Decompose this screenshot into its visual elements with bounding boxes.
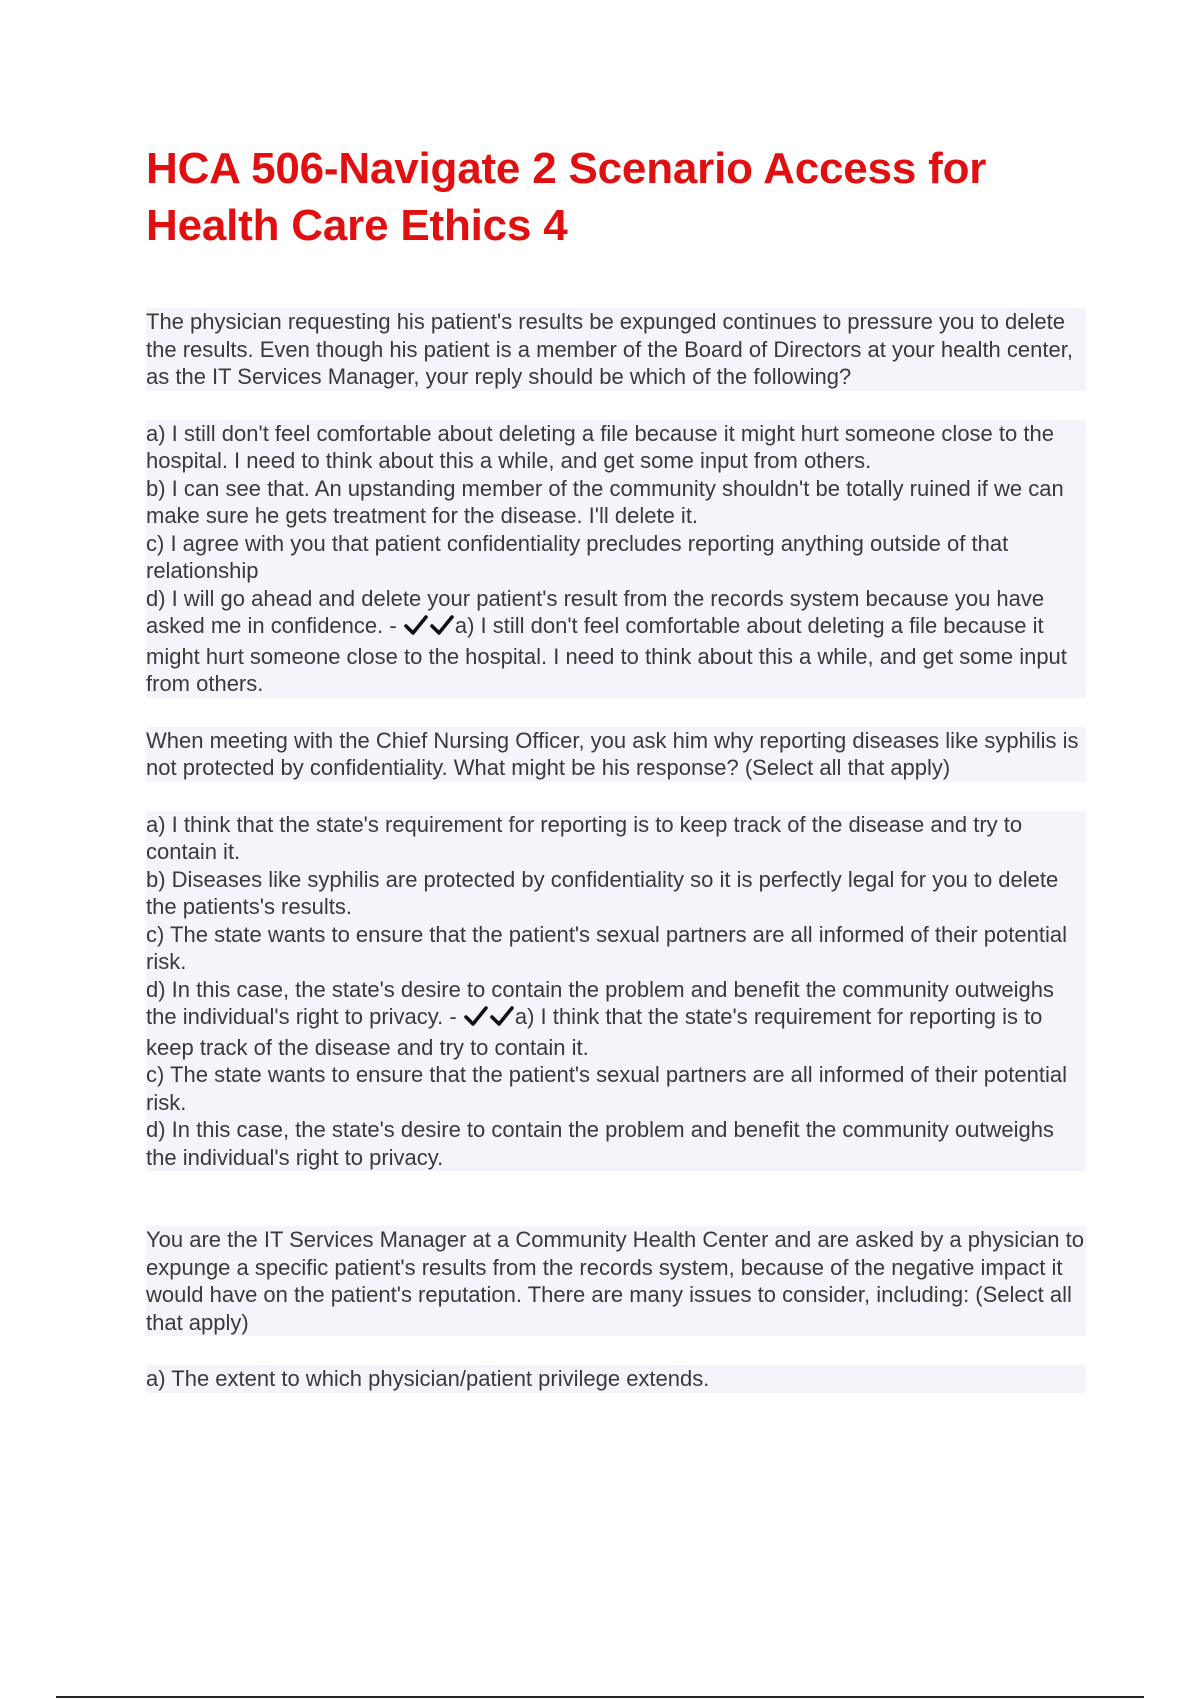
answer-option: a) I think that the state's requirement for reporting is to keep track of the disease and try to contain it. <box>146 811 1086 866</box>
check-icon <box>464 1005 488 1034</box>
answer-option: b) Diseases like syphilis are protected by confidentiality so it is perfectly legal for you to delete the patients's results. <box>146 866 1086 921</box>
answer-option: b) I can see that. An upstanding member of the community shouldn't be totally ruined if we can make sure he gets treatment for the disease. I'll delete it. <box>146 475 1086 530</box>
question-block-2 <box>146 727 1086 1172</box>
correct-answer: d) In this case, the state's desire to contain the problem and benefit the community outweighs the individual's right to privacy. <box>146 1116 1086 1171</box>
question-text: When meeting with the Chief Nursing Officer, you ask him why reporting diseases like syphilis is not protected by confidentiality. What might be his response? (Select all that apply) <box>146 727 1086 782</box>
answer-option-with-key <box>146 976 1086 1062</box>
correct-answer: c) The state wants to ensure that the patient's sexual partners are all informed of their potential risk. <box>146 1061 1086 1116</box>
answer-option: c) I agree with you that patient confidentiality precludes reporting anything outside of that relationship <box>146 530 1086 585</box>
spacer <box>146 698 1086 727</box>
answer-option: d) In this case, the state's desire to contain the problem and benefit the community outweighs the individual's right to privacy. - <box>146 976 1054 1029</box>
spacer <box>146 254 1086 308</box>
answer-option-with-key <box>146 585 1086 698</box>
question-text: You are the IT Services Manager at a Community Health Center and are asked by a physician to expunge a specific patient's results from the records system, because of the negative impact it would have on the patient's reputation. There are many issues to consider, including: (Select all that apply) <box>146 1226 1086 1336</box>
spacer <box>146 1336 1086 1365</box>
check-icon <box>404 614 428 643</box>
document-title: HCA 506-Navigate 2 Scenario Access for Health Care Ethics 4 <box>146 144 987 250</box>
footer-divider <box>56 1696 1144 1698</box>
question-block-1 <box>146 308 1086 698</box>
spacer <box>146 391 1086 420</box>
document-page <box>146 140 1086 1393</box>
check-icon <box>430 614 454 643</box>
question-block-3 <box>146 1226 1086 1393</box>
spacer <box>146 1171 1086 1226</box>
spacer <box>146 782 1086 811</box>
question-text: The physician requesting his patient's results be expunged continues to pressure you to delete the results. Even though his patient is a member of the Board of Directors at your health center, as the IT Services Manager, your reply should be which of the following? <box>146 308 1086 391</box>
correct-answer: a) I still don't feel comfortable about deleting a file because it might hurt someone close to the hospital. I need to think about this a while, and get some input from others. <box>146 613 1067 696</box>
answer-option: a) I still don't feel comfortable about deleting a file because it might hurt someone close to the hospital. I need to think about this a while, and get some input from others. <box>146 420 1086 475</box>
answer-option: a) The extent to which physician/patient privilege extends. <box>146 1365 1086 1393</box>
answer-option: c) The state wants to ensure that the patient's sexual partners are all informed of their potential risk. <box>146 921 1086 976</box>
correct-answer: a) I think that the state's requirement for reporting is to keep track of the disease and try to contain it. <box>146 1004 1043 1060</box>
check-icon <box>490 1005 514 1034</box>
answer-option: d) I will go ahead and delete your patient's result from the records system because you have asked me in confidence. - <box>146 585 1045 638</box>
